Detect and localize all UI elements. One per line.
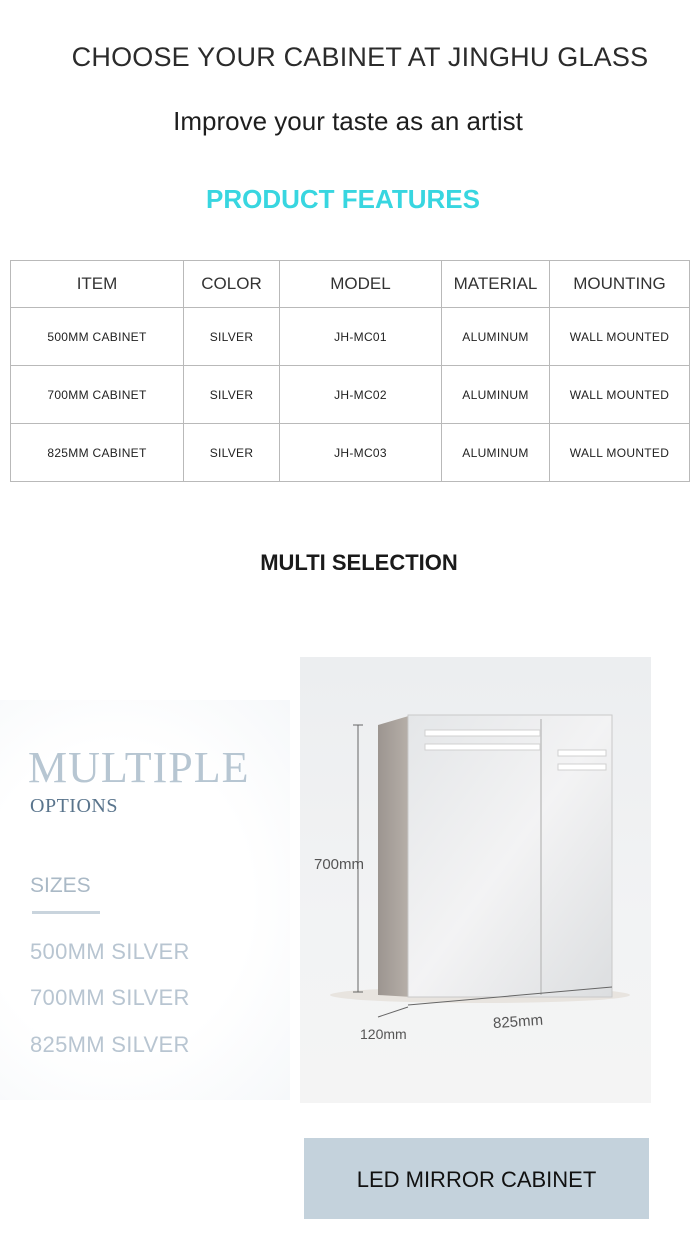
page-title: CHOOSE YOUR CABINET AT JINGHU GLASS <box>71 42 649 72</box>
cell-color: SILVER <box>184 366 280 424</box>
section-title-multi-selection: MULTI SELECTION <box>260 550 458 575</box>
table-row <box>11 308 690 366</box>
cell-mounting: WALL MOUNTED <box>550 424 690 482</box>
cabinet-side <box>378 715 412 997</box>
table-row <box>11 424 690 482</box>
size-option: 500MM SILVER <box>30 939 190 964</box>
col-header-mounting: MOUNTING <box>550 261 690 308</box>
spec-table <box>10 260 690 482</box>
options-subheading: OPTIONS <box>30 795 118 817</box>
section-title-product-features: PRODUCT FEATURES <box>206 184 480 214</box>
size-option: 825MM SILVER <box>30 1032 190 1057</box>
cell-model: JH-MC03 <box>280 424 442 482</box>
depth-dimension-line <box>378 1007 408 1017</box>
mirror-cabinet-illustration <box>300 657 651 1103</box>
cell-material: ALUMINUM <box>442 308 550 366</box>
cell-mounting: WALL MOUNTED <box>550 366 690 424</box>
cell-model: JH-MC01 <box>280 308 442 366</box>
cell-material: ALUMINUM <box>442 366 550 424</box>
cell-item: 500MM CABINET <box>11 308 184 366</box>
table-row <box>11 366 690 424</box>
led-strip-icon <box>425 730 540 736</box>
col-header-model: MODEL <box>280 261 442 308</box>
cell-mounting: WALL MOUNTED <box>550 308 690 366</box>
sizes-underline <box>32 911 100 914</box>
size-option: 700MM SILVER <box>30 985 190 1010</box>
page-subtitle: Improve your taste as an artist <box>173 106 523 136</box>
cell-item: 825MM CABINET <box>11 424 184 482</box>
cabinet-front <box>408 715 612 997</box>
sizes-label: SIZES <box>30 874 91 897</box>
col-header-material: MATERIAL <box>442 261 550 308</box>
depth-label: 120mm <box>360 1026 407 1042</box>
product-banner <box>304 1138 649 1219</box>
col-header-color: COLOR <box>184 261 280 308</box>
table-header-row <box>11 261 690 308</box>
col-header-item: ITEM <box>11 261 184 308</box>
multiple-heading: MULTIPLE <box>28 743 250 792</box>
led-strip-icon <box>558 764 606 770</box>
cell-model: JH-MC02 <box>280 366 442 424</box>
cell-item: 700MM CABINET <box>11 366 184 424</box>
led-strip-icon <box>558 750 606 756</box>
cell-material: ALUMINUM <box>442 424 550 482</box>
banner-label: LED MIRROR CABINET <box>356 1167 597 1192</box>
cell-color: SILVER <box>184 308 280 366</box>
height-label: 700mm <box>314 856 365 873</box>
cell-color: SILVER <box>184 424 280 482</box>
led-strip-icon <box>425 744 540 750</box>
product-photo <box>300 657 651 1103</box>
width-label: 825mm <box>492 1011 544 1033</box>
